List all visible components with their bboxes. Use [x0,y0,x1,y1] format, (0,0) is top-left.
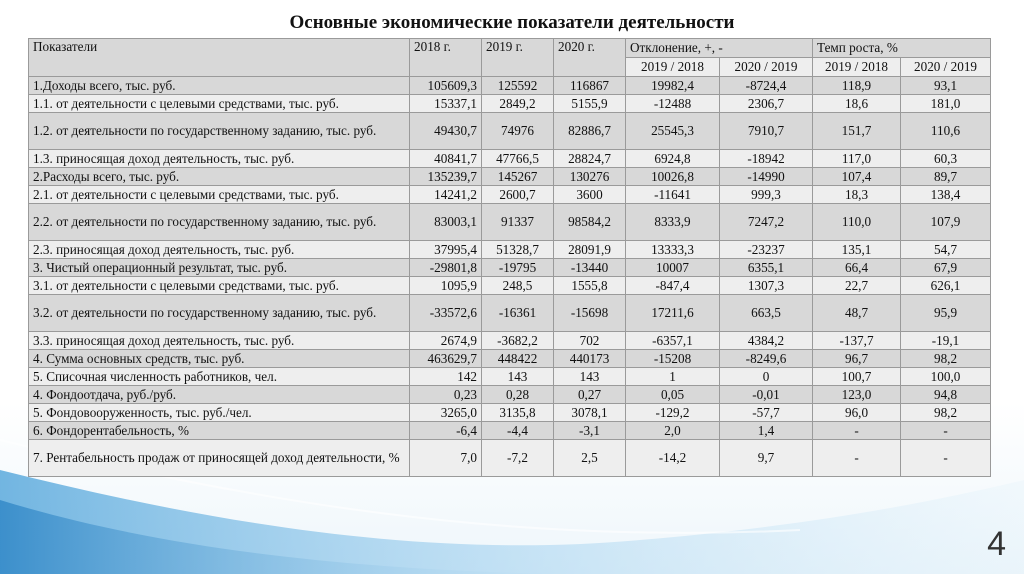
growth-2020-2019: 98,2 [901,350,991,368]
growth-2019-2018: - [813,440,901,477]
subheader-growth-2020-2019: 2020 / 2019 [901,58,991,77]
growth-2019-2018: 96,0 [813,404,901,422]
growth-2019-2018: 117,0 [813,150,901,168]
growth-2020-2019: 67,9 [901,259,991,277]
growth-2019-2018: 18,6 [813,95,901,113]
value-2018: 105609,3 [410,77,482,95]
value-2020: 28824,7 [554,150,626,168]
value-2019: 51328,7 [482,241,554,259]
growth-2019-2018: 118,9 [813,77,901,95]
value-2019: 47766,5 [482,150,554,168]
value-2018: 40841,7 [410,150,482,168]
deviation-2020-2019: -0,01 [720,386,813,404]
value-2020: -13440 [554,259,626,277]
value-2020: 130276 [554,168,626,186]
growth-2020-2019: 95,9 [901,295,991,332]
value-2018: 7,0 [410,440,482,477]
header-2020: 2020 г. [554,39,626,77]
deviation-2020-2019: 1307,3 [720,277,813,295]
deviation-2019-2018: -847,4 [626,277,720,295]
growth-2020-2019: 107,9 [901,204,991,241]
row-name: 4. Сумма основных средств, тыс. руб. [29,350,410,368]
value-2019: 91337 [482,204,554,241]
value-2018: 1095,9 [410,277,482,295]
growth-2019-2018: 96,7 [813,350,901,368]
row-name: 3.1. от деятельности с целевыми средствами, тыс. руб. [29,277,410,295]
value-2018: 3265,0 [410,404,482,422]
deviation-2019-2018: 0,05 [626,386,720,404]
deviation-2019-2018: 19982,4 [626,77,720,95]
value-2020: 143 [554,368,626,386]
deviation-2020-2019: -14990 [720,168,813,186]
table-row [29,77,991,95]
table-row [29,332,991,350]
deviation-2019-2018: 13333,3 [626,241,720,259]
value-2019: -16361 [482,295,554,332]
value-2020: 2,5 [554,440,626,477]
value-2020: -15698 [554,295,626,332]
value-2018: 2674,9 [410,332,482,350]
value-2020: 116867 [554,77,626,95]
table-row [29,259,991,277]
page-number: 4 [987,525,1006,563]
growth-2020-2019: 110,6 [901,113,991,150]
value-2019: 0,28 [482,386,554,404]
table-row [29,113,991,150]
growth-2020-2019: 100,0 [901,368,991,386]
deviation-2020-2019: 0 [720,368,813,386]
deviation-2020-2019: 663,5 [720,295,813,332]
growth-2019-2018: 123,0 [813,386,901,404]
growth-2019-2018: 107,4 [813,168,901,186]
growth-2020-2019: - [901,422,991,440]
header-deviation: Отклонение, +, - [626,39,813,58]
table-row [29,95,991,113]
growth-2020-2019: 93,1 [901,77,991,95]
value-2019: 143 [482,368,554,386]
row-name: 1.3. приносящая доход деятельность, тыс. руб. [29,150,410,168]
header-growth: Темп роста, % [813,39,991,58]
row-name: 3.3. приносящая доход деятельность, тыс. руб. [29,332,410,350]
table-row [29,440,991,477]
growth-2020-2019: 94,8 [901,386,991,404]
row-name: 2.Расходы всего, тыс. руб. [29,168,410,186]
value-2020: 3078,1 [554,404,626,422]
value-2019: 125592 [482,77,554,95]
value-2019: 145267 [482,168,554,186]
table-row [29,368,991,386]
growth-2020-2019: 98,2 [901,404,991,422]
row-name: 2.1. от деятельности с целевыми средствами, тыс. руб. [29,186,410,204]
growth-2020-2019: 138,4 [901,186,991,204]
growth-2020-2019: 89,7 [901,168,991,186]
growth-2020-2019: -19,1 [901,332,991,350]
deviation-2019-2018: -11641 [626,186,720,204]
row-name: 3. Чистый операционный результат, тыс. руб. [29,259,410,277]
growth-2020-2019: 60,3 [901,150,991,168]
value-2019: 2600,7 [482,186,554,204]
deviation-2019-2018: -14,2 [626,440,720,477]
row-name: 2.3. приносящая доход деятельность, тыс. руб. [29,241,410,259]
subheader-deviation-2019-2018: 2019 / 2018 [626,58,720,77]
header-indicators: Показатели [29,39,410,77]
value-2020: 1555,8 [554,277,626,295]
deviation-2020-2019: -23237 [720,241,813,259]
deviation-2020-2019: 4384,2 [720,332,813,350]
indicators-table [28,38,991,477]
value-2020: 440173 [554,350,626,368]
growth-2020-2019: 54,7 [901,241,991,259]
page-title: Основные экономические показатели деятельности [289,12,735,33]
row-name: 5. Списочная численность работников, чел. [29,368,410,386]
table-row [29,404,991,422]
growth-2019-2018: 100,7 [813,368,901,386]
table-row [29,386,991,404]
deviation-2020-2019: 9,7 [720,440,813,477]
table-header-row [29,39,991,58]
deviation-2020-2019: 1,4 [720,422,813,440]
deviation-2020-2019: 999,3 [720,186,813,204]
row-name: 1.Доходы всего, тыс. руб. [29,77,410,95]
value-2018: 37995,4 [410,241,482,259]
table-row [29,150,991,168]
deviation-2019-2018: -6357,1 [626,332,720,350]
row-name: 6. Фондорентабельность, % [29,422,410,440]
subheader-deviation-2020-2019: 2020 / 2019 [720,58,813,77]
growth-2020-2019: - [901,440,991,477]
value-2018: 14241,2 [410,186,482,204]
deviation-2020-2019: 2306,7 [720,95,813,113]
table-row [29,295,991,332]
deviation-2020-2019: 7910,7 [720,113,813,150]
value-2019: -3682,2 [482,332,554,350]
value-2020: 702 [554,332,626,350]
deviation-2020-2019: 6355,1 [720,259,813,277]
value-2018: 463629,7 [410,350,482,368]
growth-2019-2018: 66,4 [813,259,901,277]
value-2019: 3135,8 [482,404,554,422]
row-name: 2.2. от деятельности по государственному заданию, тыс. руб. [29,204,410,241]
table-row [29,204,991,241]
row-name: 3.2. от деятельности по государственному заданию, тыс. руб. [29,295,410,332]
growth-2019-2018: - [813,422,901,440]
table-row [29,168,991,186]
deviation-2019-2018: 17211,6 [626,295,720,332]
growth-2019-2018: 22,7 [813,277,901,295]
value-2018: 83003,1 [410,204,482,241]
row-name: 1.1. от деятельности с целевыми средствами, тыс. руб. [29,95,410,113]
growth-2020-2019: 181,0 [901,95,991,113]
value-2020: -3,1 [554,422,626,440]
value-2018: 135239,7 [410,168,482,186]
subheader-growth-2019-2018: 2019 / 2018 [813,58,901,77]
growth-2019-2018: 18,3 [813,186,901,204]
deviation-2019-2018: 10026,8 [626,168,720,186]
value-2018: 15337,1 [410,95,482,113]
table-row [29,277,991,295]
table-row [29,186,991,204]
value-2019: -19795 [482,259,554,277]
deviation-2019-2018: -15208 [626,350,720,368]
row-name: 5. Фондовооруженность, тыс. руб./чел. [29,404,410,422]
value-2020: 82886,7 [554,113,626,150]
value-2018: -6,4 [410,422,482,440]
value-2018: 0,23 [410,386,482,404]
value-2019: -4,4 [482,422,554,440]
value-2020: 0,27 [554,386,626,404]
growth-2019-2018: -137,7 [813,332,901,350]
deviation-2019-2018: 2,0 [626,422,720,440]
value-2019: 448422 [482,350,554,368]
deviation-2020-2019: -57,7 [720,404,813,422]
value-2019: 248,5 [482,277,554,295]
deviation-2020-2019: -8724,4 [720,77,813,95]
growth-2019-2018: 151,7 [813,113,901,150]
deviation-2019-2018: 8333,9 [626,204,720,241]
value-2018: -33572,6 [410,295,482,332]
deviation-2020-2019: -18942 [720,150,813,168]
row-name: 7. Рентабельность продаж от приносящей доход деятельности, % [29,440,410,477]
deviation-2019-2018: -129,2 [626,404,720,422]
table-row [29,241,991,259]
deviation-2019-2018: 6924,8 [626,150,720,168]
value-2020: 5155,9 [554,95,626,113]
value-2018: -29801,8 [410,259,482,277]
deviation-2019-2018: 25545,3 [626,113,720,150]
growth-2019-2018: 48,7 [813,295,901,332]
row-name: 1.2. от деятельности по государственному заданию, тыс. руб. [29,113,410,150]
growth-2019-2018: 110,0 [813,204,901,241]
value-2019: -7,2 [482,440,554,477]
table-row [29,350,991,368]
header-2019: 2019 г. [482,39,554,77]
growth-2019-2018: 135,1 [813,241,901,259]
growth-2020-2019: 626,1 [901,277,991,295]
deviation-2019-2018: 1 [626,368,720,386]
value-2020: 3600 [554,186,626,204]
value-2018: 49430,7 [410,113,482,150]
value-2020: 28091,9 [554,241,626,259]
deviation-2019-2018: -12488 [626,95,720,113]
row-name: 4. Фондоотдача, руб./руб. [29,386,410,404]
table-row [29,422,991,440]
value-2020: 98584,2 [554,204,626,241]
value-2019: 2849,2 [482,95,554,113]
deviation-2020-2019: 7247,2 [720,204,813,241]
deviation-2019-2018: 10007 [626,259,720,277]
deviation-2020-2019: -8249,6 [720,350,813,368]
value-2019: 74976 [482,113,554,150]
header-2018: 2018 г. [410,39,482,77]
value-2018: 142 [410,368,482,386]
